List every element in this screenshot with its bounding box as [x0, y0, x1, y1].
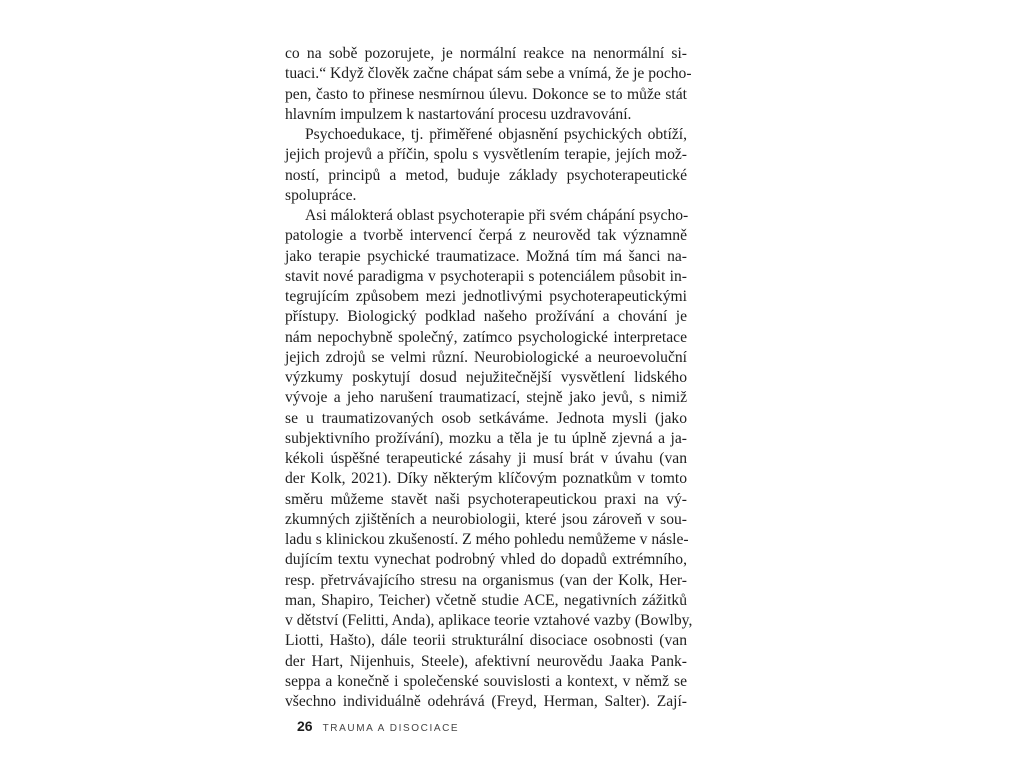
page-number: 26 [297, 718, 313, 734]
text-line: spolupráce. [285, 186, 357, 204]
text-line: jejich projevů a příčin, spolu s vysvětlením terapie, jejích mož- [285, 146, 687, 164]
text-line: jejich zdrojů se velmi různí. Neurobiologické a neuroevoluční [285, 348, 687, 366]
text-line: jako terapie psychické traumatizace. Možná tím má šanci na- [285, 247, 687, 265]
text-line: seppa a konečně i společenské souvislosti a kontext, v němž se [285, 672, 687, 690]
text-line: tuaci.“ Když člověk začne chápat sám sebe a vnímá, že je pocho- [285, 65, 692, 83]
body-text [285, 44, 693, 712]
running-title: TRAUMA A DISOCIACE [322, 723, 460, 734]
text-line: se u traumatizovaných osob setkáváme. Jednota mysli (jako [285, 409, 687, 427]
text-line: zkumných zjištěních a neurobiologii, které jsou zároveň v sou- [285, 510, 687, 528]
text-line: co na sobě pozorujete, je normální reakce na nenormální si- [285, 45, 687, 62]
text-line: man, Shapiro, Teicher) včetně studie ACE, negativních zážitků [285, 591, 687, 609]
text-line: stavit nové paradigma v psychoterapii s potenciálem působit in- [285, 267, 687, 285]
text-line: resp. přetrvávajícího stresu na organismus (van der Kolk, Her- [285, 571, 687, 589]
text-line: Psychoedukace, tj. přiměřené objasnění psychických obtíží, [305, 126, 687, 143]
text-line: kékoli úspěšné terapeutické zásahy ji musí brát v úvahu (van [285, 450, 687, 467]
text-line: pen, často to přinese nesmírnou úlevu. Dokonce se to může stát [285, 85, 687, 103]
text-line: tegrujícím způsobem mezi jednotlivými psychoterapeutickými [285, 288, 687, 305]
text-line: ladu s klinickou zkušeností. Z mého pohledu nemůžeme v násle- [285, 531, 689, 548]
text-line: nám nepochybně společný, zatímco psychologické interpretace [285, 328, 687, 346]
page-footer [297, 718, 459, 734]
text-line: vývoje a jeho narušení traumatizací, stejně jako jevů, s nimiž [285, 389, 687, 407]
text-line: výzkumy poskytují dosud nejužitečnější vysvětlení lidského [285, 369, 687, 386]
text-line: všechno individuálně odehrává (Freyd, Herman, Salter). Zají- [285, 693, 687, 710]
text-line: přístupy. Biologický podklad našeho prožívání a chování je [285, 308, 687, 326]
text-line: der Kolk, 2021). Díky některým klíčovým poznatkům v tomto [285, 470, 687, 488]
text-line: ností, principů a metod, buduje základy psychoterapeutické [285, 166, 687, 184]
text-line: hlavním impulzem k nastartování procesu uzdravování. [285, 105, 632, 123]
text-line: dujícím textu vynechat podrobný vhled do dopadů extrémního, [285, 551, 687, 569]
text-line: Liotti, Hašto), dále teorii strukturální disociace osobnosti (van [285, 632, 687, 650]
text-line: patologie a tvorbě intervencí čerpá z neurověd tak významně [285, 227, 687, 245]
text-line: der Hart, Nijenhuis, Steele), afektivní neurovědu Jaaka Pank- [285, 652, 687, 670]
text-line: v dětství (Felitti, Anda), aplikace teorie vztahové vazby (Bowlby, [285, 612, 693, 629]
text-line: směru můžeme stavět naši psychoterapeutickou praxi na vý- [285, 490, 687, 508]
text-line: Asi málokterá oblast psychoterapie při svém chápání psycho- [305, 207, 689, 224]
text-line: subjektivního prožívání), mozku a těla je tu úplně zjevná a ja- [285, 429, 687, 447]
